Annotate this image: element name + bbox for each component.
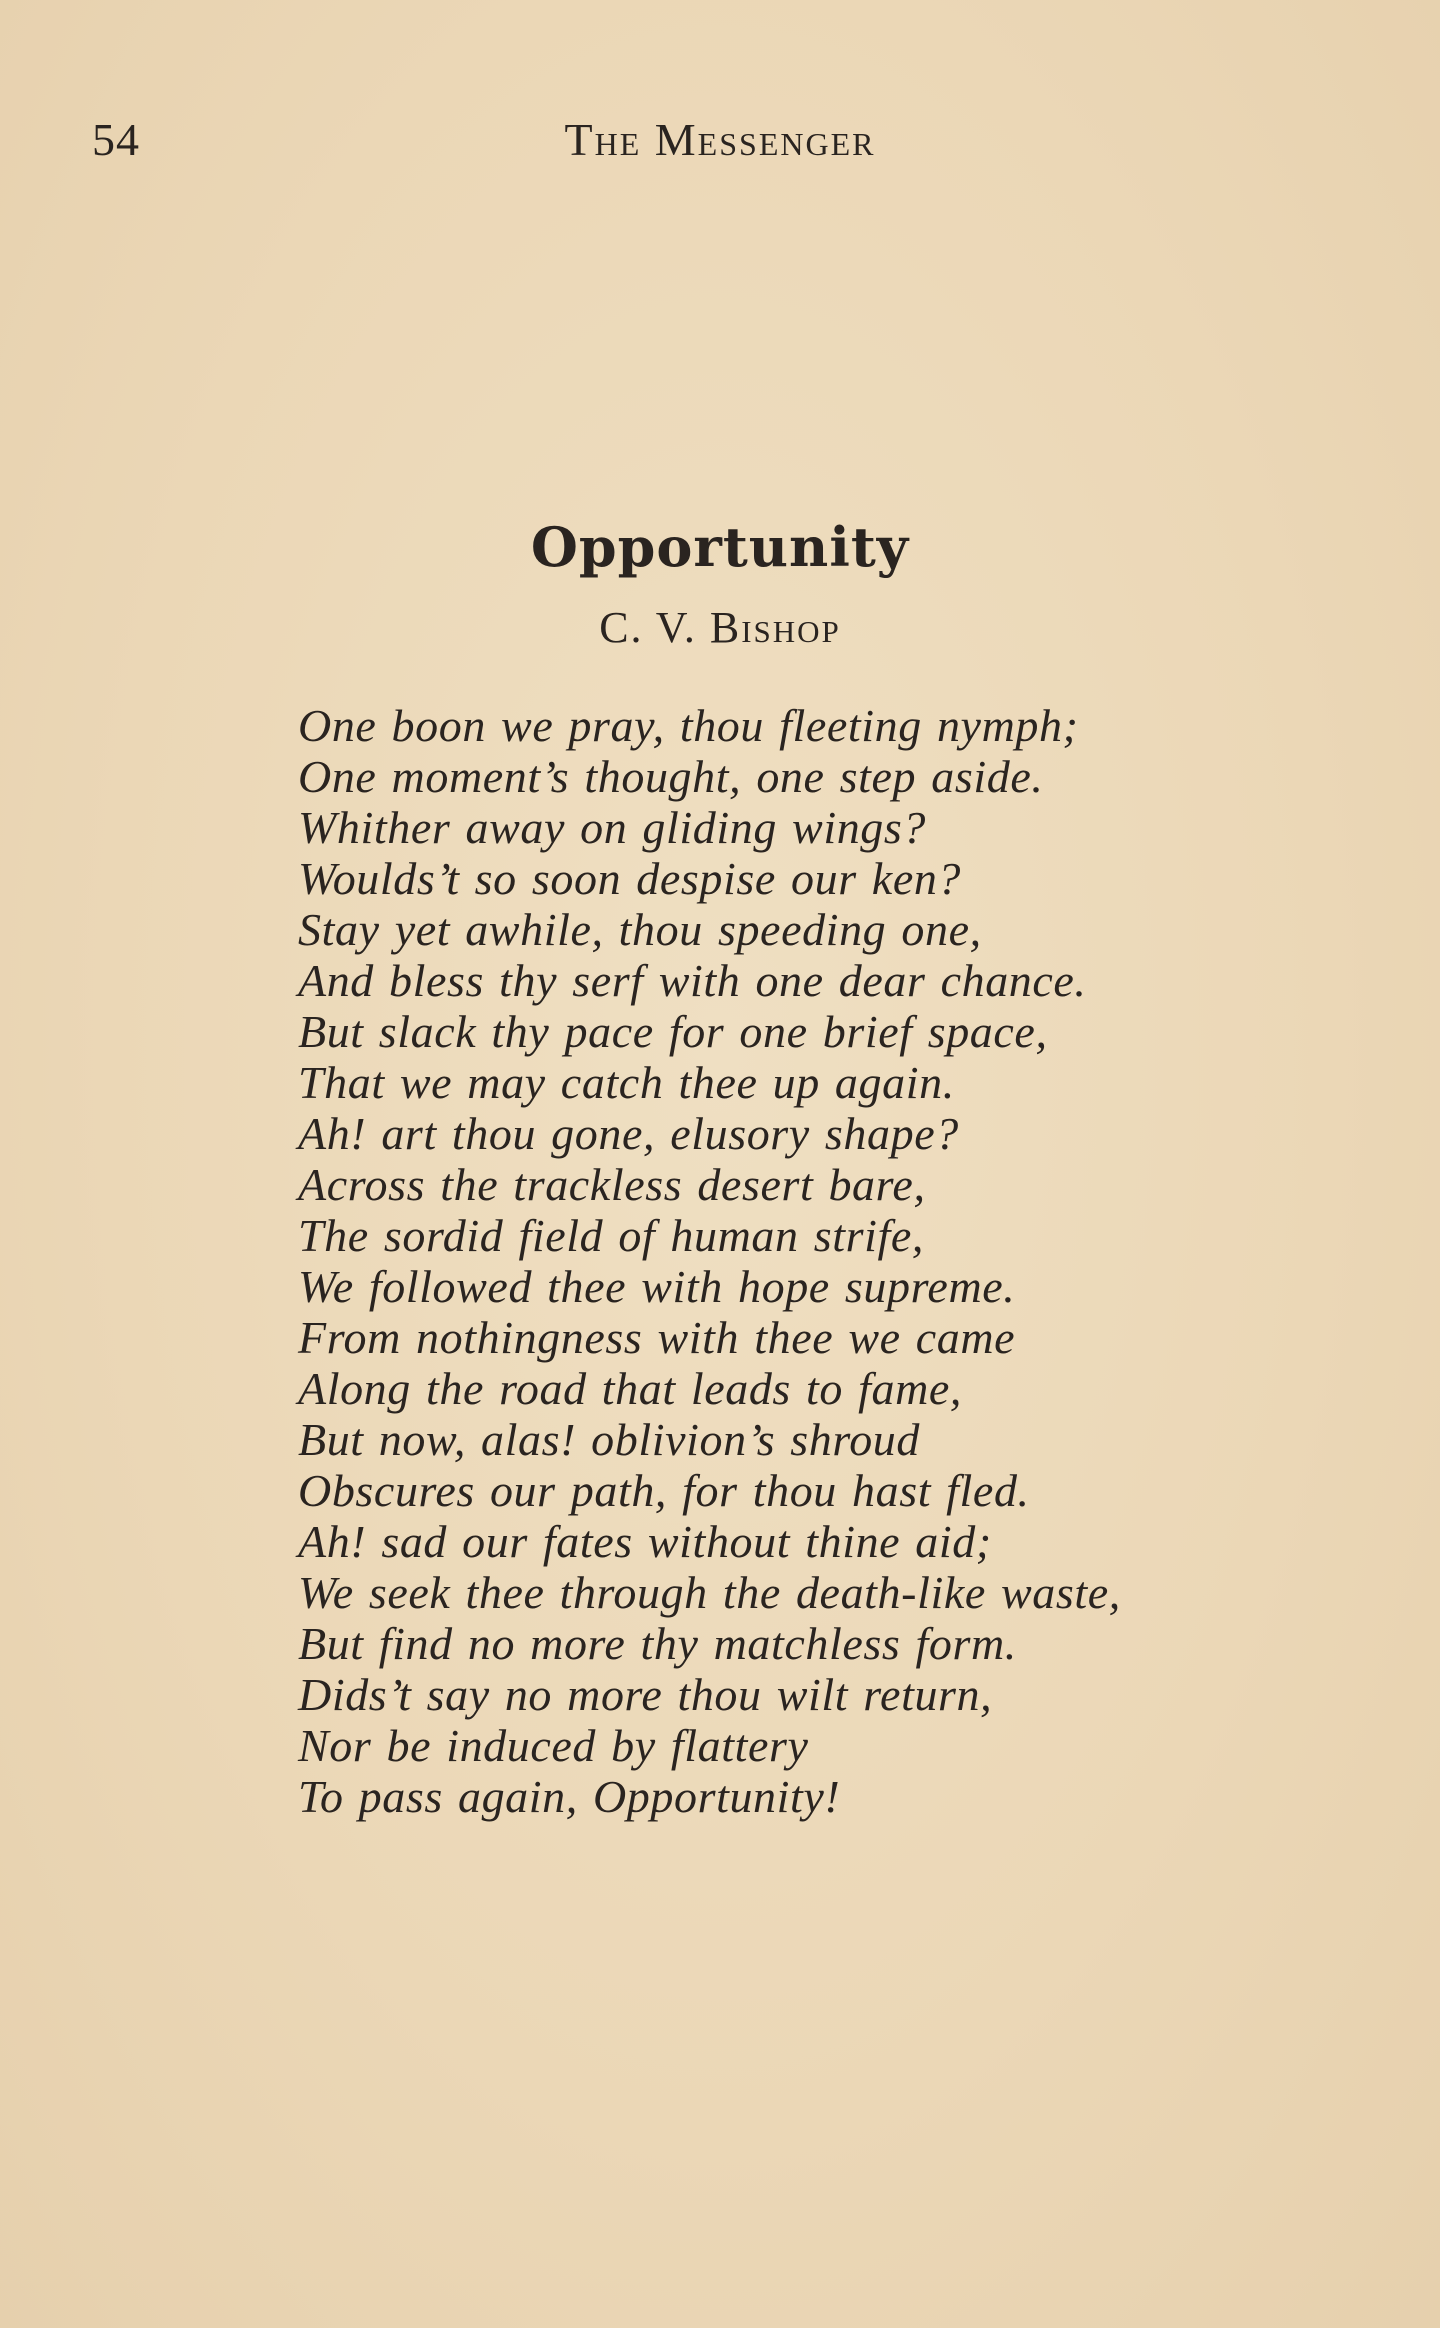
poem-line: From nothingness with thee we came (298, 1312, 1016, 1363)
poem-line: One moment’s thought, one step aside. (298, 751, 1044, 802)
poem-line: But now, alas! oblivion’s shroud (298, 1414, 920, 1465)
poem-title: Opportunity (530, 515, 910, 579)
poem-line: We followed thee with hope supreme. (298, 1261, 1016, 1312)
poem-line: One boon we pray, thou fleeting nymph; (298, 700, 1079, 751)
page-number: 54 (92, 114, 140, 165)
poem-line: Obscures our path, for thou hast fled. (298, 1465, 1030, 1516)
poem-line: Stay yet awhile, thou speeding one, (298, 904, 982, 955)
poem-line: The sordid field of human strife, (298, 1210, 924, 1261)
poem-line: To pass again, Opportunity! (298, 1771, 841, 1822)
poem-body (298, 700, 1298, 1822)
poem-line: Ah! art thou gone, elusory shape? (298, 1108, 959, 1159)
poem-line: But slack thy pace for one brief space, (298, 1006, 1048, 1057)
poem-author: C. V. Bishop (599, 603, 841, 652)
running-head: The Messenger (564, 114, 876, 165)
poem-line: Ah! sad our fates without thine aid; (298, 1516, 992, 1567)
poem-line: Along the road that leads to fame, (298, 1363, 963, 1414)
poem-line: That we may catch thee up again. (298, 1057, 955, 1108)
poem-line: But find no more thy matchless form. (298, 1618, 1017, 1669)
poem-line: We seek thee through the death-like waste, (298, 1567, 1121, 1618)
poem-line: Nor be induced by flattery (298, 1720, 809, 1771)
poem-line: Whither away on gliding wings? (298, 802, 926, 853)
poem-line: Woulds’t so soon despise our ken? (298, 853, 962, 904)
poem-line: And bless thy serf with one dear chance. (298, 955, 1087, 1006)
poem-line: Dids’t say no more thou wilt return, (298, 1669, 993, 1720)
poem-line: Across the trackless desert bare, (298, 1159, 926, 1210)
